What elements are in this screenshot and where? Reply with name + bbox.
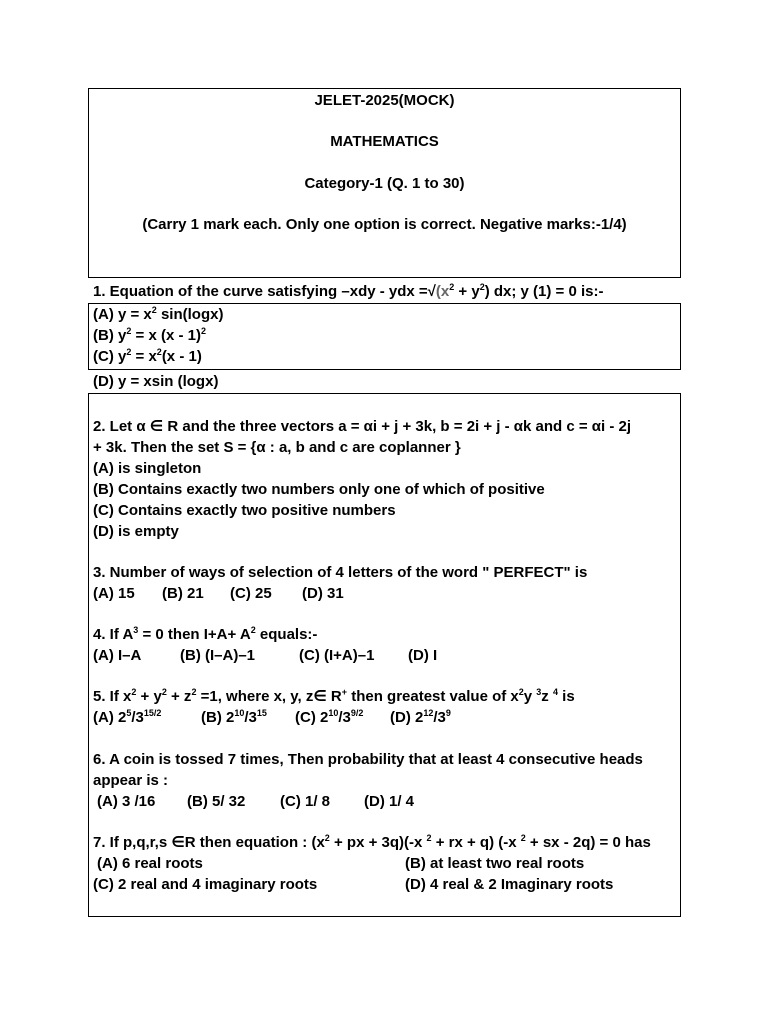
q6-option-a: (A) 3 /16 bbox=[97, 793, 156, 810]
q6-option-c: (C) 1/ 8 bbox=[280, 793, 331, 810]
subject-title: MATHEMATICS bbox=[330, 133, 439, 150]
q5-option-b: (B) $2^{10}/3^{15}$ bbox=[201, 708, 267, 726]
q3-stem: 3. Number of ways of selection of 4 letters of the word " PERFECT" is bbox=[93, 564, 588, 581]
q2-option-b: (B) Contains exactly two numbers only one of which of positive bbox=[93, 481, 545, 498]
q4-stem: 4. If $A^3 = 0$ then $I+A+ A^2$ equals:- bbox=[93, 625, 318, 643]
q3-options bbox=[93, 583, 344, 604]
q7-option-a: (A) 6 real roots bbox=[97, 855, 203, 872]
q2-option-d: (D) is empty bbox=[93, 523, 179, 540]
q3-option-d: (D) 31 bbox=[302, 585, 344, 602]
q4-option-b: (B) (I–A)–1 bbox=[180, 647, 256, 664]
q1-option-d: (D) y = xsin (logx) bbox=[93, 373, 219, 390]
instructions: (Carry 1 mark each. Only one option is correct. Negative marks:-1/4) bbox=[142, 216, 627, 233]
q4-option-d: (D) I bbox=[408, 647, 438, 664]
q7-option-c: (C) 2 real and 4 imaginary roots bbox=[93, 876, 318, 893]
q1-option-b: (B) $y^2 = x$ (x - 1)$^2$ bbox=[93, 326, 206, 344]
q5-stem: 5. If $x^2 + y^2 + z^2 =1$, where x, y, z∈ R+ then greatest value of $x^2y$ $^3$z $^4$ is bbox=[93, 687, 575, 705]
q3-option-a: (A) 15 bbox=[93, 585, 135, 602]
q6-option-b: (B) 5/ 32 bbox=[187, 793, 246, 810]
q7-option-d: (D) 4 real & 2 Imaginary roots bbox=[405, 876, 614, 893]
q2-stem-line1: 2. Let α ∈ R and the three vectors a = αi + j + 3k, b = 2i + j - αk and c = αi - 2j bbox=[93, 418, 632, 435]
q5-option-d: (D) $2^{12}/3^9$ bbox=[390, 708, 451, 726]
q5-options bbox=[93, 707, 451, 728]
q5-option-a: (A) $2^5/3^{15/2}$ bbox=[93, 708, 162, 726]
q2-stem-line2: + 3k. Then the set S = {α : a, b and c are coplanner } bbox=[93, 439, 461, 456]
q5-option-c: (C) $2^{10}/3^{9/2}$ bbox=[295, 708, 364, 726]
q2-option-c: (C) Contains exactly two positive numbers bbox=[93, 502, 396, 519]
q6-options bbox=[97, 791, 414, 812]
q2-option-a: (A) is singleton bbox=[93, 460, 202, 477]
q4-options bbox=[93, 645, 437, 666]
q6-stem-line1: 6. A coin is tossed 7 times, Then probability that at least 4 consecutive heads bbox=[93, 751, 643, 768]
q6-stem-line2: appear is : bbox=[93, 772, 169, 789]
q7-stem: 7. If p,q,r,s ∈R then equation : ($x^2$ + px + 3q)(-x $^2$ + rx + q) (-x $^2$ + sx - 2q) = 0 has bbox=[93, 833, 651, 851]
q1-option-c: (C) $y^2 = x^2(x - 1)$ bbox=[93, 347, 202, 365]
q4-option-a: (A) I–A bbox=[93, 647, 142, 664]
q1-option-a: (A) $y = x^2$ sin(logx) bbox=[93, 305, 224, 323]
q3-option-c: (C) 25 bbox=[230, 585, 272, 602]
category-title: Category-1 (Q. 1 to 30) bbox=[304, 175, 465, 192]
q1-stem: 1. Equation of the curve satisfying –xdy - ydx $=√(x^2 + y^2)$ dx; y (1) = 0 is:- bbox=[93, 282, 604, 300]
q4-option-c: (C) (I+A)–1 bbox=[299, 647, 375, 664]
q7-option-b: (B) at least two real roots bbox=[405, 855, 585, 872]
exam-title: JELET-2025(MOCK) bbox=[314, 92, 455, 109]
q6-option-d: (D) 1/ 4 bbox=[364, 793, 415, 810]
q3-option-b: (B) 21 bbox=[162, 585, 204, 602]
